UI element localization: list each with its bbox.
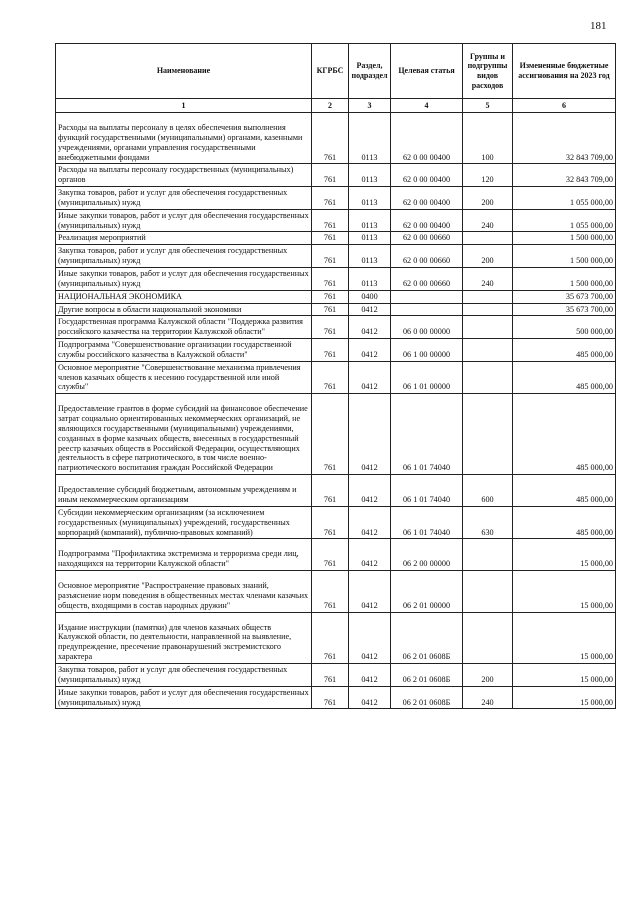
row-expense-type [463,303,513,316]
row-name: Закупка товаров, работ и услуг для обеспечения государственных (муниципальных) нужд [56,245,312,268]
row-section: 0113 [349,164,391,187]
row-target-article: 06 1 01 74040 [391,394,463,475]
row-kgrbs: 761 [312,394,349,475]
table-row [56,316,616,339]
table-row [56,267,616,290]
row-target-article: 62 0 00 00660 [391,232,463,245]
row-name: Иные закупки товаров, работ и услуг для обеспечения государственных (муниципальных) нужд [56,686,312,709]
row-name-text: Расходы на выплаты персоналу в целях обеспечения выполнения функций государственными (муниципальными) органами, казенными учреждениями, органами управления государственными внебюджетными фондами [58,123,303,162]
header-amount: Измененные бюджетные ассигнования на 2023 год [513,44,616,99]
row-kgrbs: 761 [312,245,349,268]
row-target-article: 62 0 00 00400 [391,164,463,187]
header-target-article: Целевая статья [391,44,463,99]
row-kgrbs: 761 [312,164,349,187]
row-name: Субсидии некоммерческим организациям (за исключением государственных (муниципальных) учреждений, государственных корпораций (компаний), публично-правовых компаний) [56,506,312,539]
column-number: 6 [513,99,616,113]
table-row [56,209,616,232]
row-target-article: 06 2 01 0608Б [391,612,463,663]
row-section: 0400 [349,290,391,303]
table-row [56,394,616,475]
row-amount: 15 000,00 [513,539,616,571]
row-name-text: Основное мероприятие "Распространение правовых знаний, разъяснение норм поведения в общественных местах членами казачьих обществ, входящими в состав народных дружин" [58,581,309,610]
row-expense-type [463,394,513,475]
row-expense-type: 200 [463,663,513,686]
row-section: 0113 [349,267,391,290]
header-section: Раздел, подраздел [349,44,391,99]
row-section: 0412 [349,663,391,686]
row-target-article: 06 1 00 00000 [391,339,463,362]
row-amount: 15 000,00 [513,663,616,686]
row-section: 0412 [349,612,391,663]
header-expense-type: Группы и подгруппы видов расходов [463,44,513,99]
row-target-article: 06 2 01 0608Б [391,663,463,686]
row-target-article [391,303,463,316]
row-name-text: Издание инструкции (памятки) для членов казачьих обществ Калужской области, по деятельности, направленной на выявление, предупреждение, пресечение правонарушений экстремистского характера [58,622,292,662]
row-name [56,113,312,164]
row-target-article: 06 1 01 00000 [391,361,463,394]
row-amount: 15 000,00 [513,612,616,663]
row-section: 0412 [349,506,391,539]
table-row [56,232,616,245]
row-name [56,612,312,663]
row-expense-type: 240 [463,686,513,709]
row-expense-type: 200 [463,245,513,268]
row-section: 0412 [349,339,391,362]
row-section: 0412 [349,361,391,394]
row-kgrbs: 761 [312,361,349,394]
row-amount: 32 843 709,00 [513,164,616,187]
row-amount: 1 500 000,00 [513,232,616,245]
row-section: 0412 [349,475,391,507]
row-kgrbs: 761 [312,209,349,232]
row-section: 0113 [349,245,391,268]
row-kgrbs: 761 [312,187,349,210]
table-row [56,113,616,164]
row-amount: 15 000,00 [513,571,616,613]
table-row [56,663,616,686]
row-name [56,539,312,571]
table-row [56,339,616,362]
row-name [56,571,312,613]
row-amount: 485 000,00 [513,475,616,507]
budget-table [55,43,616,709]
row-expense-type [463,361,513,394]
table-row [56,361,616,394]
row-name [56,475,312,507]
row-target-article [391,290,463,303]
row-name: Закупка товаров, работ и услуг для обеспечения государственных (муниципальных) нужд [56,663,312,686]
row-amount: 485 000,00 [513,506,616,539]
row-kgrbs: 761 [312,339,349,362]
table-row [56,245,616,268]
row-name: Государственная программа Калужской области "Поддержка развития российского казачества на территории Калужской области" [56,316,312,339]
row-name: Другие вопросы в области национальной экономики [56,303,312,316]
row-expense-type: 120 [463,164,513,187]
row-name: Основное мероприятие "Совершенствование механизма привлечения членов казачьих обществ к несению государственной или иной службы" [56,361,312,394]
row-name: Подпрограмма "Совершенствование организации государственной службы российского казачества в Калужской области" [56,339,312,362]
row-name [56,394,312,475]
row-amount: 32 843 709,00 [513,113,616,164]
row-name: Закупка товаров, работ и услуг для обеспечения государственных (муниципальных) нужд [56,187,312,210]
row-expense-type [463,316,513,339]
column-number: 2 [312,99,349,113]
row-kgrbs: 761 [312,612,349,663]
row-target-article: 06 2 00 00000 [391,539,463,571]
row-target-article: 62 0 00 00400 [391,113,463,164]
table-row [56,290,616,303]
row-amount: 1 500 000,00 [513,267,616,290]
header-kgrbs: КГРБС [312,44,349,99]
row-section: 0113 [349,187,391,210]
row-section: 0412 [349,394,391,475]
row-amount: 1 055 000,00 [513,187,616,210]
row-amount: 500 000,00 [513,316,616,339]
row-kgrbs: 761 [312,475,349,507]
column-number: 1 [56,99,312,113]
row-target-article: 06 0 00 00000 [391,316,463,339]
row-name: Иные закупки товаров, работ и услуг для обеспечения государственных (муниципальных) нужд [56,209,312,232]
row-kgrbs: 761 [312,506,349,539]
row-expense-type [463,290,513,303]
row-expense-type: 100 [463,113,513,164]
row-kgrbs: 761 [312,571,349,613]
row-kgrbs: 761 [312,663,349,686]
row-amount: 485 000,00 [513,339,616,362]
row-section: 0412 [349,571,391,613]
row-expense-type [463,539,513,571]
row-kgrbs: 761 [312,290,349,303]
row-expense-type: 600 [463,475,513,507]
table-row [56,612,616,663]
row-name: Иные закупки товаров, работ и услуг для обеспечения государственных (муниципальных) нужд [56,267,312,290]
row-expense-type [463,571,513,613]
table-row [56,571,616,613]
row-target-article: 06 2 01 00000 [391,571,463,613]
row-amount: 15 000,00 [513,686,616,709]
row-expense-type [463,612,513,663]
column-number: 4 [391,99,463,113]
row-amount: 1 055 000,00 [513,209,616,232]
row-section: 0113 [349,113,391,164]
row-target-article: 06 1 01 74040 [391,475,463,507]
table-row [56,164,616,187]
row-name: НАЦИОНАЛЬНАЯ ЭКОНОМИКА [56,290,312,303]
column-number: 5 [463,99,513,113]
row-name-text: Подпрограмма "Профилактика экстремизма и терроризма среди лиц, находящихся на территории Калужской области" [58,549,299,569]
row-kgrbs: 761 [312,267,349,290]
row-expense-type: 240 [463,267,513,290]
table-header-row [56,44,616,99]
table-row [56,303,616,316]
row-target-article: 06 1 01 74040 [391,506,463,539]
row-amount: 1 500 000,00 [513,245,616,268]
table-row [56,686,616,709]
row-section: 0412 [349,303,391,316]
row-expense-type: 630 [463,506,513,539]
table-row [56,187,616,210]
column-number-row [56,99,616,113]
header-name: Наименование [56,44,312,99]
row-section: 0412 [349,686,391,709]
row-section: 0113 [349,209,391,232]
row-name-text: Предоставление грантов в форме субсидий на финансовое обеспечение затрат социально ориентированных некоммерческих организаций, не являющихся государственными (муниципальными) учреждениями, созданных в форме казачьих обществ, внесенных в государственный реестр казачьих обществ в Российской Федерации, осуществляющих деятельность в сфере патриотического, в том числе военно-патриотического воспитания граждан Российской Федерации [58,404,308,473]
table-row [56,475,616,507]
row-name: Расходы на выплаты персоналу государственных (муниципальных) органов [56,164,312,187]
row-expense-type [463,232,513,245]
row-name-text: Предоставление субсидий бюджетным, автономным учреждениям и иным некоммерческим организациям [58,485,297,504]
row-target-article: 62 0 00 00660 [391,267,463,290]
row-expense-type: 240 [463,209,513,232]
row-amount: 485 000,00 [513,361,616,394]
column-number: 3 [349,99,391,113]
table-row [56,506,616,539]
row-kgrbs: 761 [312,686,349,709]
row-amount: 35 673 700,00 [513,290,616,303]
row-section: 0412 [349,539,391,571]
row-kgrbs: 761 [312,232,349,245]
row-section: 0412 [349,316,391,339]
row-kgrbs: 761 [312,316,349,339]
row-kgrbs: 761 [312,113,349,164]
table-row [56,539,616,571]
row-expense-type [463,339,513,362]
row-kgrbs: 761 [312,303,349,316]
row-name: Реализация мероприятий [56,232,312,245]
row-target-article: 62 0 00 00660 [391,245,463,268]
row-amount: 485 000,00 [513,394,616,475]
row-target-article: 06 2 01 0608Б [391,686,463,709]
row-section: 0113 [349,232,391,245]
row-expense-type: 200 [463,187,513,210]
row-kgrbs: 761 [312,539,349,571]
row-amount: 35 673 700,00 [513,303,616,316]
row-target-article: 62 0 00 00400 [391,209,463,232]
row-target-article: 62 0 00 00400 [391,187,463,210]
page-number: 181 [590,20,607,32]
